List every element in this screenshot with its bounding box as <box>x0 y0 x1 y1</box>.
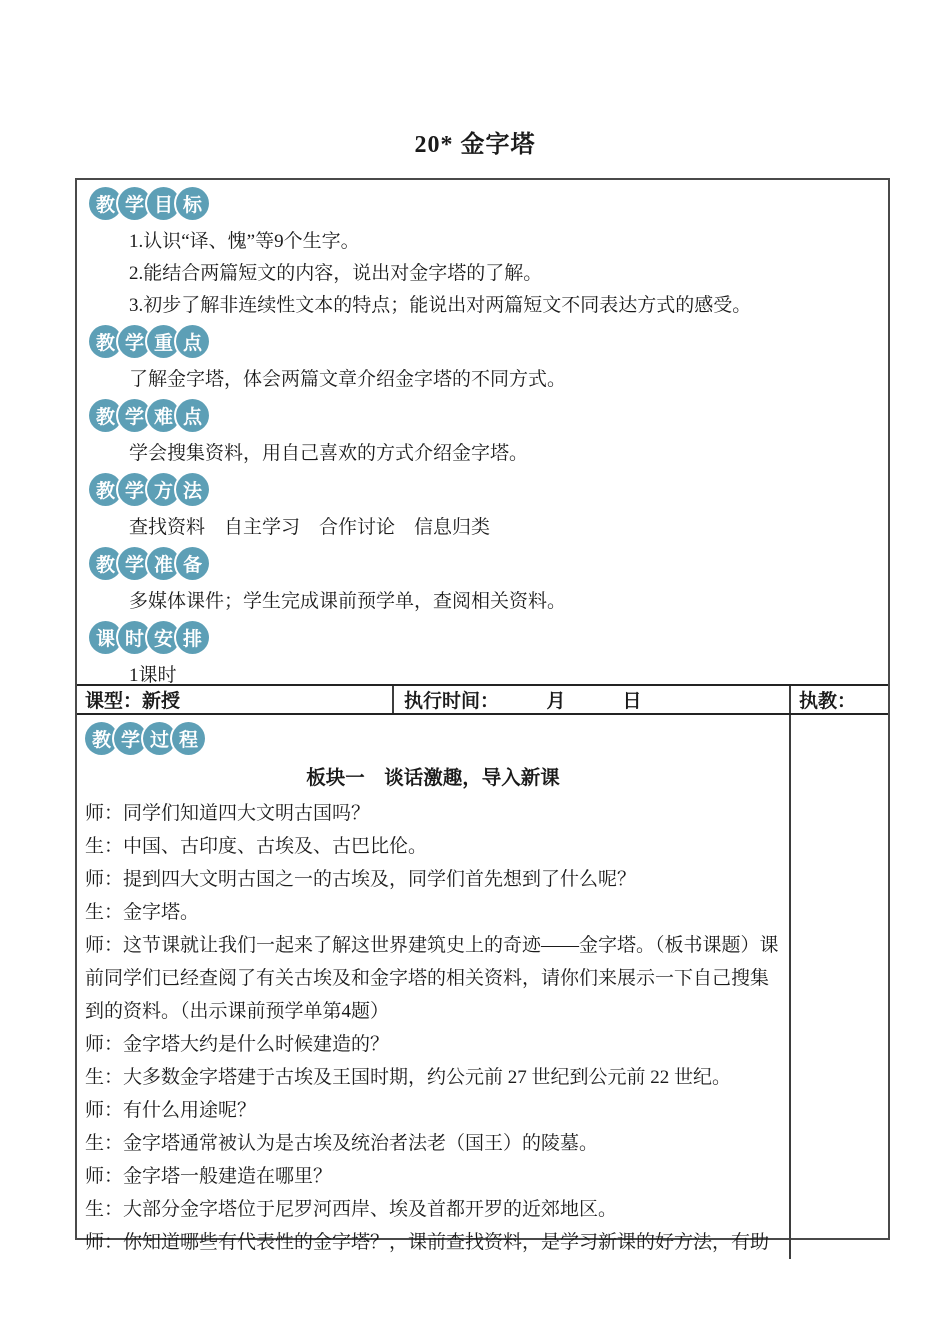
goal-item-3: 3.初步了解非连续性文本的特点；能说出对两篇短文不同表达方式的感受。 <box>129 295 752 316</box>
badge-char: 点 <box>176 325 209 358</box>
preparation-text: 多媒体课件；学生完成课前预学单，查阅相关资料。 <box>129 591 567 612</box>
dialogue-line-5: 师：这节课就让我们一起来了解这世界建筑史上的奇迹——金字塔。（板书课题）课前同学们已经查阅了有关古埃及和金字塔的相关资料，请你们来展示一下自己搜集到的资料。（出示课前预学单第4题） <box>85 935 779 1022</box>
key-points-text: 了解金字塔，体会两篇文章介绍金字塔的不同方式。 <box>129 369 567 390</box>
process-cell <box>77 715 789 1259</box>
dialogue-line-1: 师：同学们知道四大文明古国吗？ <box>85 803 371 824</box>
badge-char: 学 <box>114 722 147 755</box>
badge-char: 课 <box>89 621 122 654</box>
overview-cell <box>77 180 888 684</box>
process-row <box>77 715 888 1259</box>
badge-char: 点 <box>176 399 209 432</box>
badge-char: 重 <box>147 325 180 358</box>
badge-char: 时 <box>118 621 151 654</box>
course-type-label: 课型：新授 <box>85 691 181 712</box>
page-title: 20* 金字塔 <box>414 132 536 158</box>
badge-char: 教 <box>89 473 122 506</box>
badge-char: 目 <box>147 187 180 220</box>
teacher-notes-cell <box>789 715 888 1259</box>
exec-time-label: 执行时间： 月 日 <box>404 691 642 712</box>
badge-char: 安 <box>147 621 180 654</box>
goal-item-2: 2.能结合两篇短文的内容，说出对金字塔的了解。 <box>129 263 543 284</box>
teacher-cell <box>789 686 888 713</box>
dialogue-line-12: 师：你知道哪些有代表性的金字塔？，课前查找资料，是学习新课的好方法，有助 <box>85 1232 770 1253</box>
dialogue-line-9: 生：金字塔通常被认为是古埃及统治者法老（国王）的陵墓。 <box>85 1133 599 1154</box>
badge-char: 排 <box>176 621 209 654</box>
badge-char: 教 <box>89 325 122 358</box>
dialogue-line-7: 生：大多数金字塔建于古埃及王国时期，约公元前 27 世纪到公元前 22 世纪。 <box>85 1067 732 1088</box>
method-text: 查找资料 自主学习 合作讨论 信息归类 <box>129 517 491 538</box>
dialogue-line-11: 生：大部分金字塔位于尼罗河西岸、埃及首都开罗的近郊地区。 <box>85 1199 618 1220</box>
badge-char: 备 <box>176 547 209 580</box>
badge-char: 学 <box>118 325 151 358</box>
key-points-badge <box>89 324 876 359</box>
badge-char: 准 <box>147 547 180 580</box>
course-type-cell <box>77 686 392 713</box>
schedule-badge <box>89 620 876 655</box>
preparation-badge <box>89 546 876 581</box>
method-badge <box>89 472 876 507</box>
info-row <box>77 684 888 715</box>
badge-char: 学 <box>118 399 151 432</box>
dialogue-line-8: 师：有什么用途呢？ <box>85 1100 257 1121</box>
badge-char: 过 <box>143 722 176 755</box>
dialogue-line-6: 师：金字塔大约是什么时候建造的？ <box>85 1034 390 1055</box>
teacher-label: 执教： <box>799 691 857 712</box>
badge-char: 难 <box>147 399 180 432</box>
difficulty-text: 学会搜集资料，用自己喜欢的方式介绍金字塔。 <box>129 443 529 464</box>
block-heading: 板块一 谈话激趣，导入新课 <box>306 768 560 789</box>
difficulty-badge <box>89 398 876 433</box>
badge-char: 标 <box>176 187 209 220</box>
badge-char: 方 <box>147 473 180 506</box>
dialogue-line-4: 生：金字塔。 <box>85 902 200 923</box>
badge-char: 教 <box>89 399 122 432</box>
goal-item-1: 1.认识“译、愧”等9个生字。 <box>129 231 360 252</box>
dialogue-line-3: 师：提到四大文明古国之一的古埃及，同学们首先想到了什么呢？ <box>85 869 637 890</box>
lesson-plan-table <box>75 178 890 1253</box>
schedule-text: 1课时 <box>129 665 177 686</box>
badge-char: 教 <box>89 547 122 580</box>
dialogue-line-10: 师：金字塔一般建造在哪里？ <box>85 1166 333 1187</box>
badge-char: 程 <box>172 722 205 755</box>
badge-char: 学 <box>118 473 151 506</box>
exec-time-cell <box>392 686 789 713</box>
badge-char: 教 <box>85 722 118 755</box>
badge-char: 学 <box>118 187 151 220</box>
badge-char: 教 <box>89 187 122 220</box>
dialogue-line-2: 生：中国、古印度、古埃及、古巴比伦。 <box>85 836 428 857</box>
teaching-goal-badge <box>89 186 876 221</box>
badge-char: 学 <box>118 547 151 580</box>
badge-char: 法 <box>176 473 209 506</box>
process-badge <box>85 721 781 756</box>
